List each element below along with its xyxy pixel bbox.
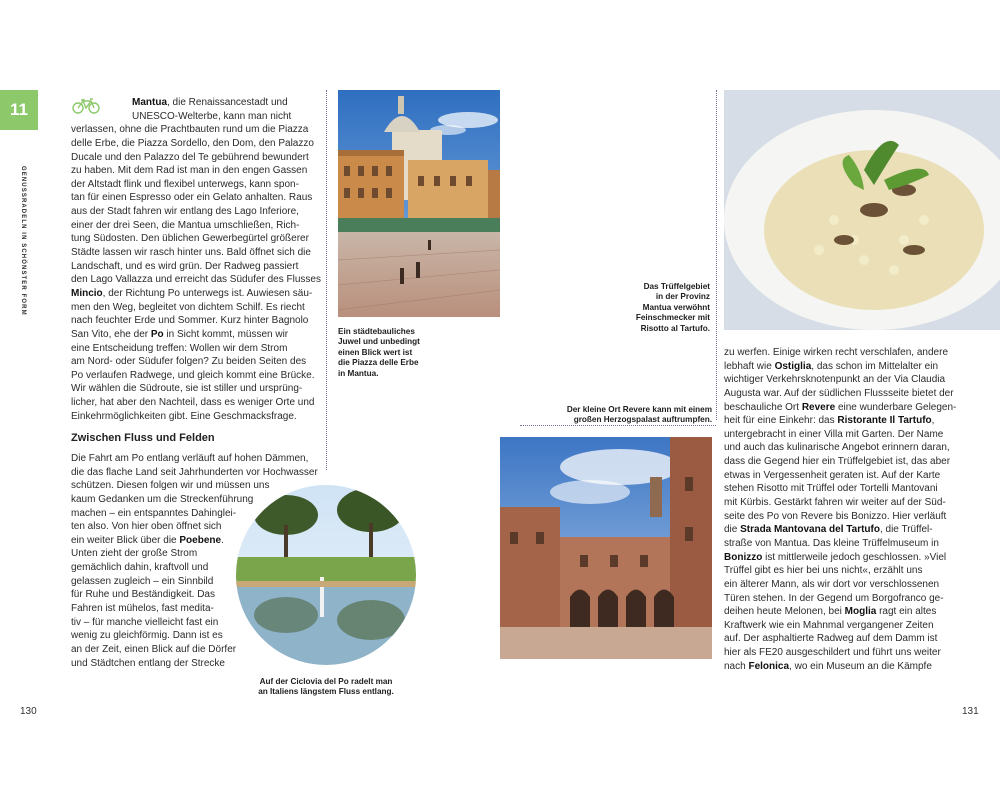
intro-line: am Nord- oder Südufer folgen? Zu beiden Seiten des xyxy=(71,356,307,368)
intro-line: einer der drei Seen, die Mantua umschließen, Rich- xyxy=(71,219,300,231)
section-line: Die Fahrt am Po entlang verläuft auf hohen Dämmen, xyxy=(71,453,309,464)
section-line: gemächlich dahin, kraftvoll und xyxy=(71,562,209,574)
caption-line: Feinschmecker mit xyxy=(635,313,710,323)
section-line: gelassen zugleich – ein Sinnbild xyxy=(71,575,214,587)
intro-line: zu haben. Mit dem Rad ist man in den engen Gassen xyxy=(71,165,308,177)
caption-line: großen Herzogspalast auftrumpfen. xyxy=(573,415,712,425)
section-line: und Städtchen entlang der Strecke xyxy=(71,657,225,669)
caption-line: Das Trüffelgebiet xyxy=(643,282,710,291)
caption-line: Mantua verwöhnt xyxy=(642,302,710,312)
caption-line: einen Blick wert ist xyxy=(338,347,413,357)
section-heading: Zwischen Fluss und Felden xyxy=(71,432,215,444)
intro-line: verlassen, ohne die Prachtbauten rund um die Piazza xyxy=(71,124,309,136)
dotted-rule-left xyxy=(326,90,327,470)
section-line: Unten zieht der große Strom xyxy=(71,548,198,560)
caption-line: Der kleine Ort Revere kann mit einem xyxy=(566,405,712,414)
right-column-line: hier als FE20 ausgeschildert und führt uns weiter xyxy=(724,647,941,659)
right-column-line: untergebracht in einer Villa mit Garten. Der Name xyxy=(724,428,944,440)
right-column-line: wichtiger Verkehrsknotenpunkt an der Via Claudia xyxy=(724,374,946,386)
intro-line: UNESCO-Welterbe, kann man nicht xyxy=(132,110,292,122)
caption-line: in Mantua. xyxy=(338,368,379,378)
intro-line: licher, hat aber den Nachteil, dass es weniger Orte und xyxy=(71,397,315,409)
right-column-line: die Strada Mantovana del Tartufo, die Trüffel- xyxy=(724,524,933,536)
right-column-line: zu werfen. Einige wirken recht verschlafen, andere xyxy=(724,347,949,358)
caption-line: Auf der Ciclovia del Po radelt man xyxy=(259,677,393,686)
section-line: tiv – für manche vielleicht fast ein xyxy=(71,616,219,628)
right-column-line: straße von Mantua. Das kleine Trüffelmuseum in xyxy=(724,537,939,549)
section-line: kaum Gedanken um die Streckenführung xyxy=(71,493,254,505)
intro-line: nach feuchter Erde und Sommer. Kurz hinter Bagnolo xyxy=(71,315,309,327)
right-column-line: und auch das kulinarische Angebot erinnern daran, xyxy=(724,442,950,454)
caption-po xyxy=(236,677,416,698)
ciclovia-po-photo xyxy=(236,485,416,665)
revere-palazzo-photo xyxy=(500,437,712,659)
intro-line: delle Erbe, die Piazza Sordello, den Dom, den Palazzo xyxy=(71,137,314,149)
chapter-number: 11 xyxy=(10,100,28,119)
intro-line: men den Weg, begleitet von dichtem Schilf. Es riecht xyxy=(71,301,305,313)
section-line: für Ruhe und Beständigkeit. Das xyxy=(71,589,215,601)
caption-line: Risotto al Tartufo. xyxy=(640,323,710,333)
piazza-delle-erbe-photo xyxy=(338,90,500,317)
right-column-line: deihen heute Melonen, bei Moglia ragt ein altes xyxy=(724,606,937,618)
section-line: ein weiter Blick über die Poebene. xyxy=(71,534,224,546)
right-column-line: Bonizzo ist mittlerweile jedoch geschlossen. »Viel xyxy=(724,551,947,563)
right-column-line: mit Kürbis. Gestärkt fahren wir weiter auf der Süd- xyxy=(724,497,946,509)
chapter-side-title: GENUSSRADELN IN SCHÖNSTER FORM xyxy=(20,166,26,316)
caption-line: an Italiens längstem Fluss entlang. xyxy=(258,687,394,697)
intro-line: Po verlaufen Radwege, und gleich kommt eine Brücke. xyxy=(71,369,315,381)
dotted-rule-center xyxy=(716,90,717,420)
caption-piazza xyxy=(338,327,498,379)
caption-line: Ein städtebauliches xyxy=(338,327,415,336)
right-column-line: beschauliche Ort Revere eine wunderbare Gelegen- xyxy=(724,401,957,413)
intro-line: Landschaft, und es wird grün. Der Radweg passiert xyxy=(71,260,299,272)
right-column-line: ein älterer Mann, als wir dort vor verschlossenen xyxy=(724,578,940,590)
caption-line: die Piazza delle Erbe xyxy=(338,358,419,368)
caption-line: Juwel und unbedingt xyxy=(338,337,420,347)
right-column-line: Kraftwerk wie ein Mahnmal vergangener Zeiten xyxy=(724,619,934,631)
risotto-tartufo-photo xyxy=(724,90,1000,330)
right-column-line: auf. Der asphaltierte Radweg auf dem Damm ist xyxy=(724,633,938,645)
intro-line: Einkehrmöglichkeiten gibt. Eine Geschmacksfrage. xyxy=(71,410,297,422)
intro-line: Ducale und den Palazzo del Te gebührend bewundert xyxy=(71,151,309,163)
section-line: an der Zeit, einen Blick auf die Dörfer xyxy=(71,643,237,655)
caption-line: in der Provinz xyxy=(655,292,710,302)
intro-line: tan für einen Espresso oder ein Gelato anhalten. Raus xyxy=(71,192,313,204)
intro-line: aus der Stadt fahren wir entlang des Lago Inferiore, xyxy=(71,206,299,218)
intro-line: der Altstadt flink und flexibel unterwegs, kann spon- xyxy=(71,178,299,190)
intro-line: den Lago Vallazza und erreicht das Südufer des Flusses xyxy=(71,274,321,286)
section-line: wenig zu gleichförmig. Dann ist es xyxy=(71,630,223,642)
section-line: Fahren ist mühelos, fast medita- xyxy=(71,603,214,615)
section-line: machen – ein entspanntes Dahinglei- xyxy=(71,507,237,519)
intro-line: Mantua, die Renaissancestadt und xyxy=(132,97,288,108)
right-column-line: seite des Po von Revere bis Bonizzo. Hier verläuft xyxy=(724,510,947,522)
right-column-line: heit für eine Einkehr: das Ristorante Il Tartufo, xyxy=(724,415,935,427)
page-number-right: 131 xyxy=(962,706,979,717)
chapter-number-tab xyxy=(0,90,38,130)
intro-line: San Vito, ehe der Po in Sicht kommt, müssen wir xyxy=(71,328,289,340)
right-column-line: etwas in Vergessenheit geraten ist. Auf der Karte xyxy=(724,469,941,481)
right-column-line: stehen Risotto mit Trüffel oder Tortelli Mantovani xyxy=(724,483,938,495)
caption-truffle xyxy=(560,282,710,334)
intro-line: eine Entscheidung treffen: Wollen wir dem Strom xyxy=(71,342,288,354)
right-column-line: lebhaft wie Ostiglia, das schon im Mittelalter ein xyxy=(724,360,938,372)
right-column-line: Trüffel gibt es hier bei uns nicht«, erzählt uns xyxy=(724,565,923,577)
intro-line: Städte lassen wir rasch hinter uns. Bald öffnet sich die xyxy=(71,247,311,259)
intro-line: Mincio, der Richtung Po unterwegs ist. Auwiesen säu- xyxy=(71,287,313,299)
right-column-line: nach Felonica, wo ein Museum an die Kämpfe xyxy=(724,660,932,672)
section-line: schützen. Diesen folgen wir und müssen uns xyxy=(71,480,270,492)
intro-line: Wir wählen die Südroute, sie ist stiller und ursprüng- xyxy=(71,383,303,395)
intro-line: tung Südosten. Den üblichen Gewerbegürtel größerer xyxy=(71,233,309,245)
right-column-line: Türen stehen. In der Gegend um Borgofranco ge- xyxy=(724,592,944,604)
caption-revere xyxy=(520,405,712,426)
intro-paragraph xyxy=(71,96,321,423)
section-line: die das flache Land seit Jahrhunderten vor Hochwasser xyxy=(71,466,318,478)
section-line: ten also. Von hier oben öffnet sich xyxy=(71,521,222,533)
right-column-paragraph xyxy=(724,346,974,673)
page-number-left: 130 xyxy=(20,706,37,717)
right-column-line: dass die Gegend hier ein Trüffelgebiet ist, das aber xyxy=(724,456,951,468)
right-column-line: Augusta war. Auf der südlichen Flussseite bietet der xyxy=(724,387,954,399)
